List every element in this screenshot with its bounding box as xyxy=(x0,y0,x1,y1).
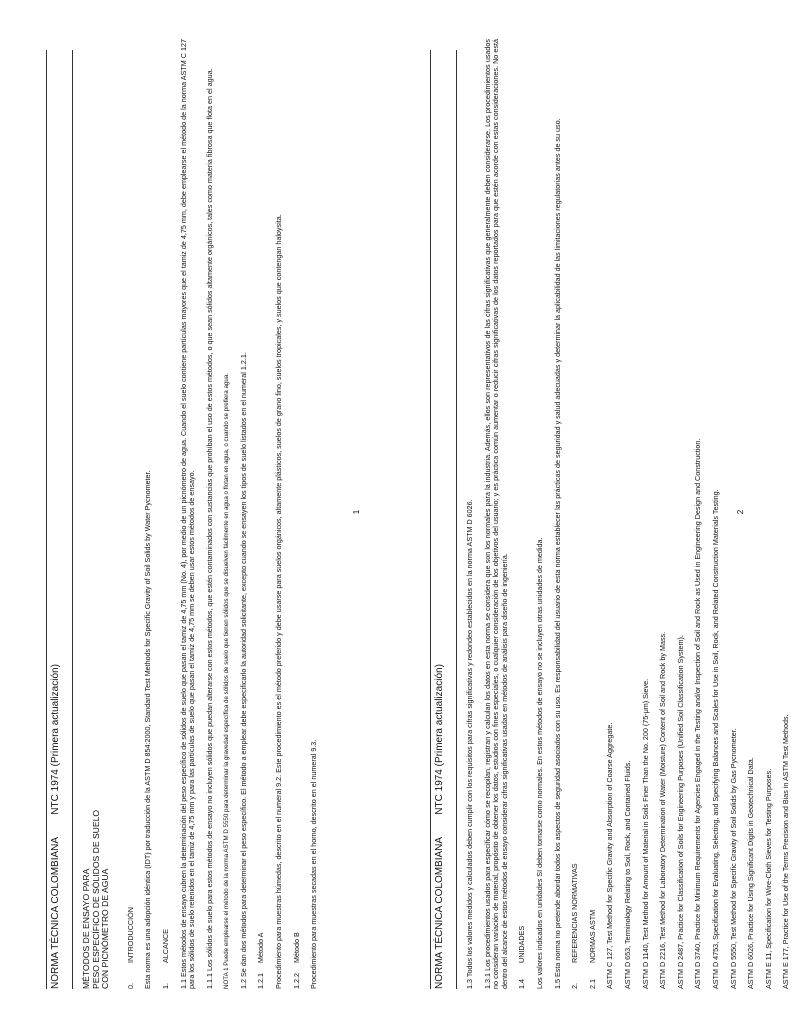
paragraph: ASTM D 3740, Practice for Minimum Requirements for Agencies Engaged in the Testing and/or Inspection of Soil and Rock as Used in Engineering Design and Construction. xyxy=(693,438,703,989)
page-number: 2 xyxy=(736,509,745,515)
page-content xyxy=(82,39,328,989)
document-title xyxy=(82,39,111,989)
page-content xyxy=(466,39,800,989)
section-title: Método A xyxy=(256,932,266,963)
header-org: NORMA TÉCNICA COLOMBIANA xyxy=(434,837,445,989)
paragraph: Procedimiento para muestras húmedas, descrito en el numeral 9.2. Este procedimiento es el método preferido y debe usarse para suelos orgánicos, altamente plásticos, suelos de grano fino, suelos tropicales, y suelos que contengan haloysita. xyxy=(273,214,283,989)
paragraph: ASTM D 2216, Test Method for Laboratory Determination of Water (Moisture) Content of Soil and Rock by Mass. xyxy=(658,631,668,989)
page-header xyxy=(434,49,445,989)
section-title: ALCANCE xyxy=(160,929,170,963)
header-rule-bottom xyxy=(72,50,73,989)
paragraph: ASTM C 127, Test Method for Specific Gravity and Absorption of Coarse Aggregate. xyxy=(605,722,615,989)
section-title: NORMAS ASTM xyxy=(587,909,597,963)
section-number: 2.1 xyxy=(587,979,597,989)
paragraph: 1.1 Estos métodos de ensayo cubren la determinación del peso específico de sólidos de suelo que pasan el tamiz de 4,75 mm (No. 4), por medio de un picnómetro de agua. Cuando el suelo contiene partículas mayores que el tamiz de 4,75 mm, debe emplearse el método de la norma ASTM C 127 para los sólidos de suelo retenidos en el tamiz de 4,75 mm y para las partículas de suelo que pasan el tamiz de 4,75 mm se deben usar estos métodos de ensayo. xyxy=(178,39,197,989)
paragraph: ASTM D 2487, Practice for Classification of Soils for Engineering Purposes (Unified Soil Classification System). xyxy=(675,635,685,989)
paragraph: 1.3 Todos los valores medidos y calculados deben cumplir con los requisitos para cifras significativas y redondeo establecidos en la norma ASTM D 6026. xyxy=(465,499,474,989)
paragraph: 1.3.1 Los procedimientos usados para especificar cómo se recopilan, registran y calculan los datos en esta norma se considera que son los normales para la industria. Además, ellos son representativos de las cifras significativas que generalmente deben considerarse. Los procedimientos usados no consideran variación de material, propósito de obtener los datos, estudios con fines especiales, o cualquier consideración de los objetivos del usuario; y es práctica común aumentar o reducir cifras significativas de los datos reportados para que estén acorde con estas consideraciones. No está dentro del alcance de estos métodos de ensayo considerar cifras significativas usadas en métodos de análisis para diseño de ingeniería. xyxy=(482,39,509,989)
title-line: PESO ESPECÍFICO DE SÓLIDOS DE SUELO xyxy=(90,809,101,989)
page-number: 1 xyxy=(352,509,361,515)
section-heading xyxy=(257,39,266,989)
paragraph: 1.1.1 Los sólidos de suelo para estos métodos de ensayo no incluyen sólidos que puedan alterarse con estos métodos, que estén contaminados con sustancias que prohíban el uso de estos métodos, o que sean sólidos altamente orgánicos, tales como materia fibrosa que flota en el agua. xyxy=(204,68,214,989)
section-heading xyxy=(518,39,527,989)
section-number: 2. xyxy=(570,983,580,989)
paragraph: Procedimiento para muestras secadas en el horno, descrito en el numeral 9.3. xyxy=(309,739,319,989)
section-number: 1.2.1 xyxy=(256,973,266,989)
page-1 xyxy=(0,0,384,1024)
section-heading xyxy=(571,39,580,989)
section-title: REFERENCIAS NORMATIVAS xyxy=(570,863,580,963)
paragraph: ASTM E 177, Practice for Use of the Terms Precision and Bias in ASTM Test Methods. xyxy=(781,714,791,989)
page-2 xyxy=(384,0,791,1024)
title-line: CON PICNÓMETRO DE AGUA xyxy=(100,868,111,989)
paragraph: Esta norma es una adopción idéntica (IDT) por traducción de la ASTM D 854:2000, Standard Test Methods for Specific Gravity of Soil Solids by Water Pycnometer. xyxy=(143,470,153,989)
section-heading xyxy=(589,39,598,989)
section-number: 1. xyxy=(160,983,170,989)
section-title: UNIDADES xyxy=(517,925,527,963)
section-number: 0. xyxy=(125,983,135,989)
section-heading xyxy=(293,39,302,989)
title-line: MÉTODOS DE ENSAYO PARA xyxy=(81,868,91,989)
header-rule-top xyxy=(430,50,431,989)
paragraph: ASTM D 6026, Practice for Using Significant Digits in Geotechnical Data. xyxy=(746,757,756,989)
text-blocks xyxy=(127,39,319,989)
header-edition: NTC 1974 (Primera actualización) xyxy=(434,664,445,815)
header-edition: NTC 1974 (Primera actualización) xyxy=(50,664,61,815)
header-rule-top xyxy=(46,50,47,989)
paragraph: ASTM D 5550, Test Method for Specific Gravity of Soil Solids by Gas Pycnometer. xyxy=(728,728,738,989)
paragraph: 1.5 Esta norma no pretende abordar todos los aspectos de seguridad asociados con su uso. Es responsabilidad del usuario de esta norma establecer las prácticas de seguridad y salud adecuadas y determinar la aplicabilidad de las limitaciones regulatorias antes de su uso. xyxy=(552,118,562,989)
header-rule-bottom xyxy=(456,50,457,989)
paragraph: ASTM D 1140, Test Method for Amount of Material in Soils Finer Than the No. 200 (75-μm) Sieve. xyxy=(640,678,650,989)
paragraph: ASTM D 653, Terminology Relating to Soil, Rock, and Contained Fluids. xyxy=(622,760,632,989)
section-number: 1.2.2 xyxy=(291,973,301,989)
paragraph: ASTM D 4753, Specification for Evaluating, Selecting, and Specifying Balances and Scales for Use in Soil, Rock, and Related Construction Materials Testing. xyxy=(710,489,720,989)
section-title: INTRODUCCIÓN xyxy=(125,907,135,963)
paragraph: Los valores indicados en unidades SI deben tomarse como normales. En estos métodos de ensayo no se incluyen otras unidades de medida. xyxy=(534,537,544,989)
header-org: NORMA TÉCNICA COLOMBIANA xyxy=(50,837,61,989)
paragraph: ASTM E 11, Specification for Wire-Cloth Sieves for Testing Purposes. xyxy=(763,768,773,989)
page-header xyxy=(50,49,61,989)
note-paragraph: NOTA 1 Puede emplearse el método de la norma ASTM D 5550 para determinar la gravedad específica de sólidos de suelo que tienen sólidos que se disuelven fácilmente en agua o flotan en agua, o cuando se prefiera agua. xyxy=(223,373,231,989)
paragraph: 1.2 Se dan dos métodos para determinar el peso específico. El método a emplear debe especificarlo la autoridad solicitante, excepto cuando se ensayen los tipos de suelo listados en el numeral 1.2.1. xyxy=(238,352,248,989)
section-heading xyxy=(127,39,136,989)
section-title: Método B xyxy=(291,932,301,963)
section-number: 1.4 xyxy=(517,979,527,989)
section-heading xyxy=(162,39,171,989)
